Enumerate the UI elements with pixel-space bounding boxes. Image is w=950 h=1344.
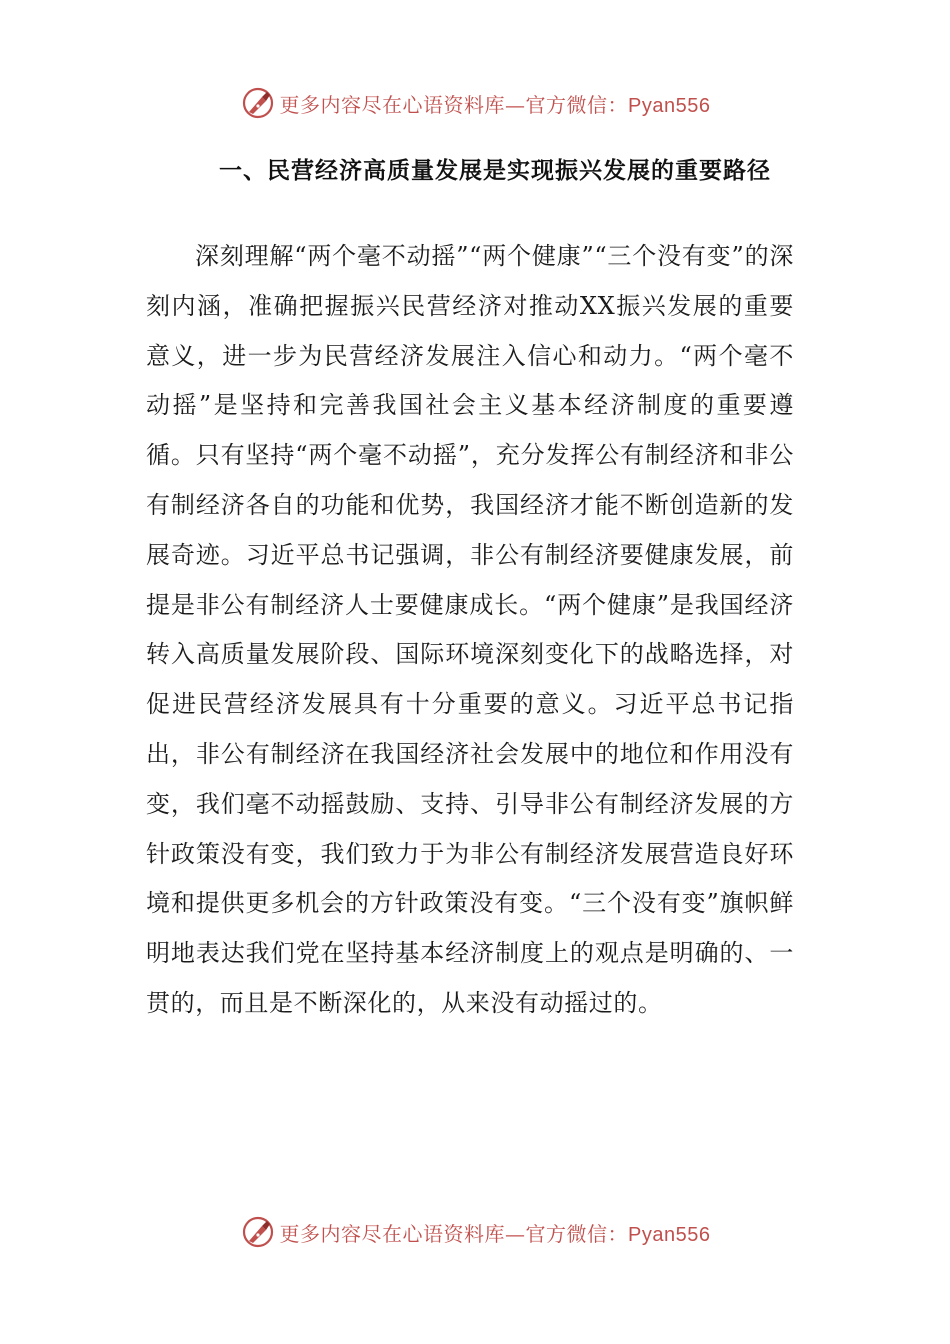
pen-nib-logo-icon [240, 85, 276, 121]
body-paragraph: 深刻理解“两个毫不动摇”“两个健康”“三个没有变”的深刻内涵，准确把握振兴民营经济对推动XX振兴发展的重要意义，进一步为民营经济发展注入信心和动力。“两个毫不动摇”是坚持和完善我国社会主义基本经济制度的重要遵循。只有坚持“两个毫不动摇”，充分发挥公有制经济和非公有制经济各自的功能和优势，我国经济才能不断创造新的发展奇迹。习近平总书记强调，非公有制经济要健康发展，前提是非公有制经济人士要健康成长。“两个健康”是我国经济转入高质量发展阶段、国际环境深刻变化下的战略选择，对促进民营经济发展具有十分重要的意义。习近平总书记指出，非公有制经济在我国经济社会发展中的地位和作用没有变，我们毫不动摇鼓励、支持、引导非公有制经济发展的方针政策没有变，我们致力于为非公有制经济发展营造良好环境和提供更多机会的方针政策没有变。“三个没有变”旗帜鲜明地表达我们党在坚持基本经济制度上的观点是明确的、一贯的，而且是不断深化的，从来没有动摇过的。 [146, 242, 794, 1017]
header-banner [0, 83, 950, 123]
section-heading: 一、民营经济高质量发展是实现振兴发展的重要路径 [219, 158, 771, 184]
banner-wechat-label: 官方微信： [525, 1221, 629, 1246]
pen-nib-logo-icon [240, 1214, 276, 1250]
footer-banner [0, 1212, 950, 1252]
banner-text [280, 89, 711, 118]
banner-text [280, 1218, 711, 1247]
banner-slogan: 更多内容尽在心语资料库— [279, 1221, 526, 1246]
banner-slogan: 更多内容尽在心语资料库— [279, 92, 526, 117]
banner-wechat-label: 官方微信： [525, 92, 629, 117]
banner-wechat-id: Pyan556 [628, 94, 711, 117]
banner-wechat-id: Pyan556 [628, 1223, 711, 1246]
